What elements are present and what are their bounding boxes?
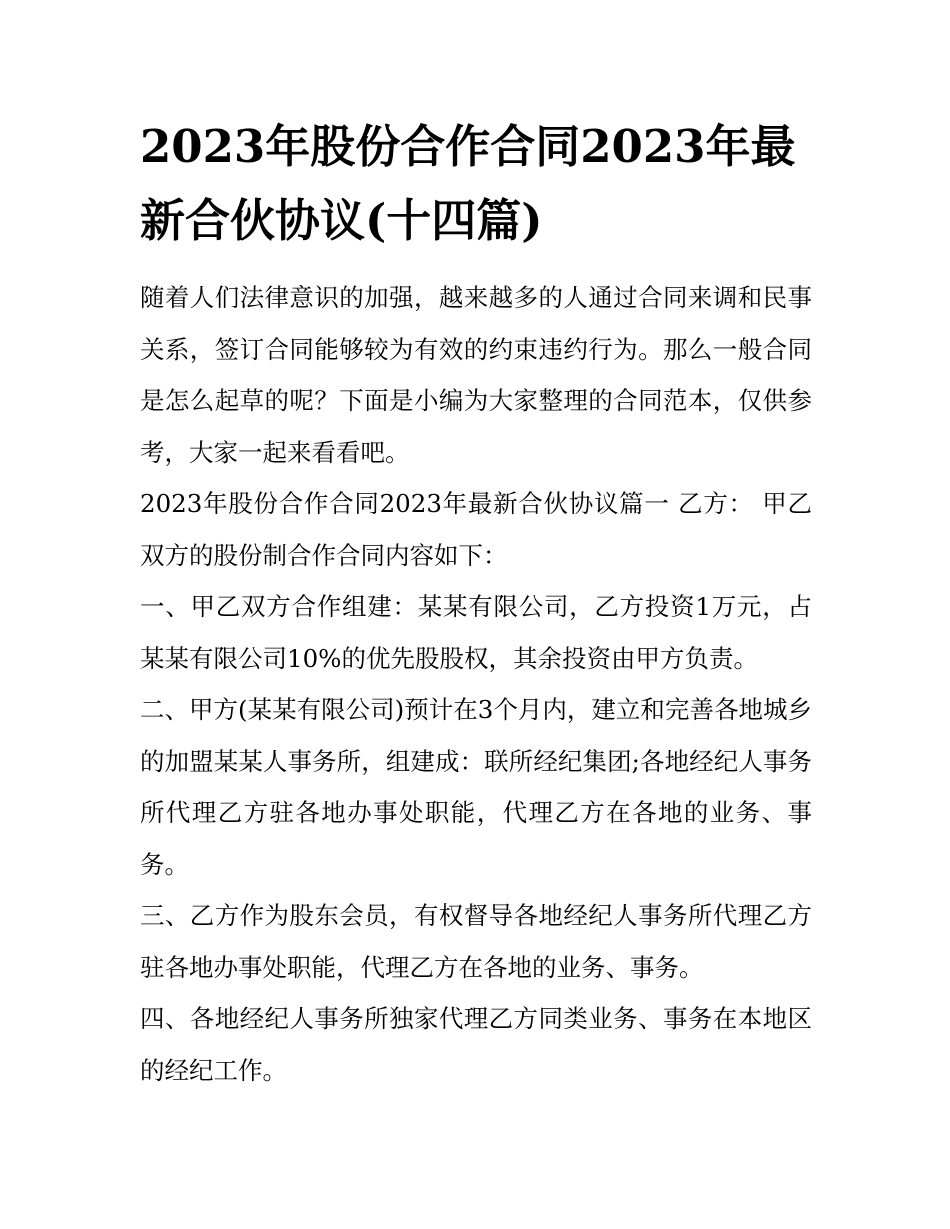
- clause-1-paragraph: 一、甲乙双方合作组建：某某有限公司，乙方投资1万元，占某某有限公司10%的优先股股权，其余投资由甲方负责。: [140, 592, 812, 673]
- document-page: [140, 110, 812, 1096]
- clause-3-paragraph: 三、乙方作为股东会员，有权督导各地经纪人事务所代理乙方驻各地办事处职能，代理乙方在各地的业务、事务。: [140, 901, 812, 982]
- document-title: 2023年股份合作合同2023年最新合伙协议(十四篇): [140, 120, 796, 247]
- intro-paragraph: 随着人们法律意识的加强，越来越多的人通过合同来调和民事关系，签订合同能够较为有效的约束违约行为。那么一般合同是怎么起草的呢？下面是小编为大家整理的合同范本，仅供参考，大家一起来看看吧。: [140, 283, 812, 467]
- section-heading-paragraph: 2023年股份合作合同2023年最新合伙协议篇一 乙方： 甲乙双方的股份制合作合同内容如下：: [140, 489, 812, 570]
- clause-4-paragraph: 四、各地经纪人事务所独家代理乙方同类业务、事务在本地区的经纪工作。: [140, 1004, 812, 1085]
- clause-2-paragraph: 二、甲方(某某有限公司)预计在3个月内，建立和完善各地城乡的加盟某某人事务所，组建成：联所经纪集团;各地经纪人事务所代理乙方驻各地办事处职能，代理乙方在各地的业务、事务。: [140, 695, 812, 879]
